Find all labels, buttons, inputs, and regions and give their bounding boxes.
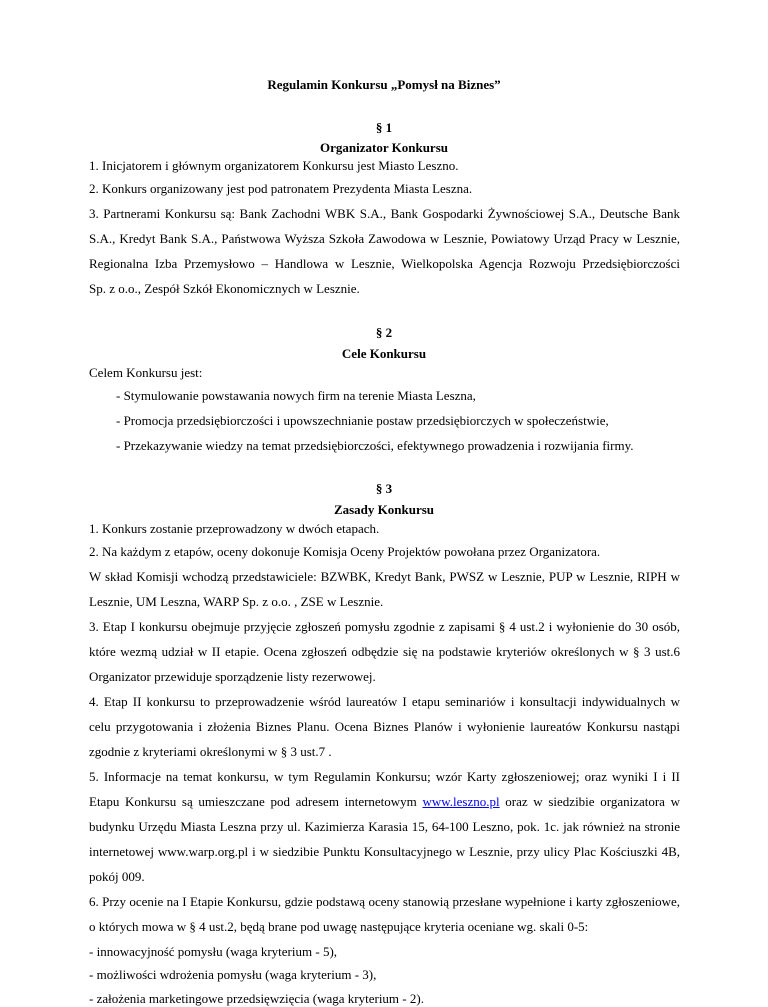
s3-line: pokój 009. bbox=[89, 869, 145, 884]
s2-list-item: - Przekazywanie wiedzy na temat przedsiębiorczości, efektywnego prowadzenia i rozwijania firmy. bbox=[116, 438, 634, 453]
s1-paragraph-1: 1. Inicjatorem i głównym organizatorem Konkursu jest Miasto Leszno. bbox=[89, 158, 459, 173]
s3-line: 1. Konkurs zostanie przeprowadzony w dwóch etapach. bbox=[89, 521, 380, 536]
s3-line: 6. Przy ocenie na I Etapie Konkursu, gdzie podstawą oceny stanowią przesłane wypełnione i karty zgłoszeniowe, bbox=[89, 894, 680, 909]
section-2-number: § 2 bbox=[375, 325, 393, 340]
s3-line-with-link bbox=[89, 794, 680, 810]
section-3-number: § 3 bbox=[375, 481, 393, 496]
s1-paragraph-3-line-2: S.A., Kredyt Bank S.A., Państwowa Wyższa Szkoła Zawodowa w Lesznie, Powiatowy Urząd Pracy w Lesznie, bbox=[89, 231, 680, 246]
s3-line: W skład Komisji wchodzą przedstawiciele: BZWBK, Kredyt Bank, PWSZ w Lesznie, PUP w Lesznie, RIPH w bbox=[89, 569, 680, 584]
s1-paragraph-3-line-3: Regionalna Izba Przemysłowo – Handlowa w Lesznie, Wielkopolska Agencja Rozwoju Przedsiębiorczości bbox=[89, 256, 680, 271]
s3-line: zgodnie z kryteriami określonymi w § 3 ust.7 . bbox=[89, 744, 332, 759]
s3-line: 4. Etap II konkursu to przeprowadzenie wśród laureatów I etapu seminariów i konsultacji indywidualnych w bbox=[89, 694, 680, 709]
s3-line: Lesznie, UM Leszna, WARP Sp. z o.o. , ZSE w Lesznie. bbox=[89, 594, 384, 609]
s3-line-text: oraz w siedzibie organizatora w bbox=[499, 794, 680, 809]
s1-paragraph-2: 2. Konkurs organizowany jest pod patronatem Prezydenta Miasta Leszna. bbox=[89, 181, 473, 196]
s3-line: internetowej www.warp.org.pl i w siedzibie Punktu Konsultacyjnego w Lesznie, przy ulicy Plac Kościuszki 4B, bbox=[89, 844, 680, 859]
s2-list-item: - Stymulowanie powstawania nowych firm na terenie Miasta Leszna, bbox=[116, 388, 476, 403]
s3-criterion: - możliwości wdrożenia pomysłu (waga kryterium - 3), bbox=[89, 967, 377, 982]
s3-line: Organizator przewiduje sporządzenie listy rezerwowej. bbox=[89, 669, 376, 684]
s3-line: 5. Informacje na temat konkursu, w tym Regulamin Konkursu; wzór Karty zgłoszeniowej; oraz wyniki I i II bbox=[89, 769, 680, 784]
s3-criterion: - założenia marketingowe przedsięwzięcia (waga kryterium - 2). bbox=[89, 991, 424, 1006]
s3-criterion: - innowacyjność pomysłu (waga kryterium - 5), bbox=[89, 944, 338, 959]
s3-line: budynku Urzędu Miasta Leszna przy ul. Kazimierza Karasia 15, 64-100 Leszno, pok. 1c. jak również na stronie bbox=[89, 819, 680, 834]
s1-paragraph-3-line-1: 3. Partnerami Konkursu są: Bank Zachodni WBK S.A., Bank Gospodarki Żywnościowej S.A., Deutsche Bank bbox=[89, 206, 680, 221]
s2-list-item: - Promocja przedsiębiorczości i upowszechnianie postaw przedsiębiorczych w społeczeństwie, bbox=[116, 413, 609, 428]
document-title: Regulamin Konkursu „Pomysł na Biznes” bbox=[267, 77, 501, 92]
leszno-website-link[interactable]: www.leszno.pl bbox=[422, 794, 500, 809]
section-1-heading: Organizator Konkursu bbox=[320, 140, 448, 155]
section-3-heading: Zasady Konkursu bbox=[333, 502, 435, 517]
s3-line: o których mowa w § 4 ust.2, będą brane pod uwagę następujące kryteria oceniane wg. skali 0-5: bbox=[89, 919, 589, 934]
section-2-heading: Cele Konkursu bbox=[341, 346, 427, 361]
s3-line: które wezmą udział w II etapie. Ocena zgłoszeń odbędzie się na podstawie kryteriów określonych w § 3 ust.6 bbox=[89, 644, 680, 659]
s3-line-text: Etapu Konkursu są umieszczane pod adresem internetowym bbox=[89, 794, 423, 809]
s1-paragraph-3-line-4: Sp. z o.o., Zespół Szkół Ekonomicznych w Lesznie. bbox=[89, 281, 360, 296]
s2-intro: Celem Konkursu jest: bbox=[89, 365, 203, 380]
s3-line: 2. Na każdym z etapów, oceny dokonuje Komisja Oceny Projektów powołana przez Organizatora. bbox=[89, 544, 601, 559]
section-1-number: § 1 bbox=[375, 120, 393, 135]
s3-line: celu przygotowania i złożenia Biznes Planu. Ocena Biznes Planów i wyłonienie laureatów Konkursu nastąpi bbox=[89, 719, 680, 734]
s3-line: 3. Etap I konkursu obejmuje przyjęcie zgłoszeń pomysłu zgodnie z zapisami § 4 ust.2 i wyłonienie do 30 osób, bbox=[89, 619, 680, 634]
